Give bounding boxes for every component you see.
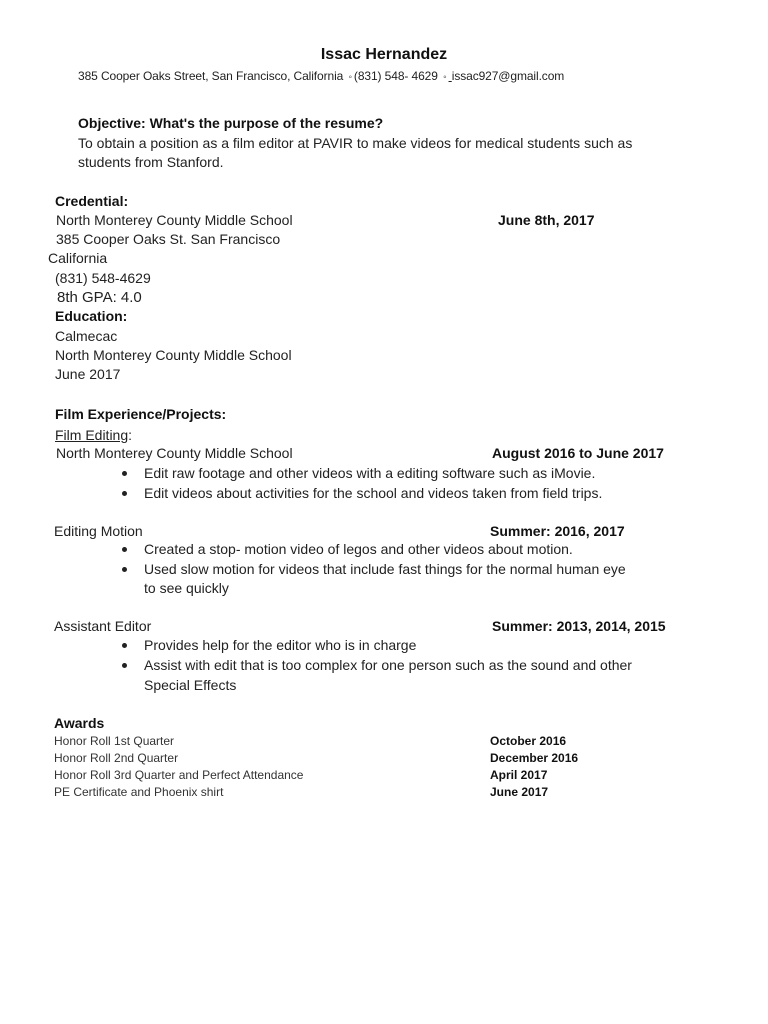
contact-address: 385 Cooper Oaks Street, San Francisco, California: [78, 69, 344, 83]
job-bullet: Used slow motion for videos that include fast things for the normal human eye: [144, 561, 626, 577]
job-date: Summer: 2016, 2017: [490, 523, 625, 539]
film-subheading-colon: :: [128, 427, 133, 443]
bullet-icon: [122, 491, 127, 496]
job-date: Summer: 2013, 2014, 2015: [492, 618, 666, 634]
bullet-icon: [122, 547, 127, 552]
award-name: Honor Roll 1st Quarter: [54, 734, 175, 748]
credential-address: 385 Cooper Oaks St. San Francisco: [56, 231, 281, 247]
award-date: April 2017: [490, 768, 548, 782]
contact-bullet-icon: ◦: [443, 72, 447, 83]
award-name: Honor Roll 3rd Quarter and Perfect Attendance: [54, 768, 304, 782]
job-org: Editing Motion: [54, 523, 143, 539]
job-org: North Monterey County Middle School: [56, 445, 293, 461]
resume-name: Issac Hernandez: [320, 46, 448, 63]
award-name: Honor Roll 2nd Quarter: [54, 751, 179, 765]
bullet-icon: [122, 643, 127, 648]
film-subheading: [55, 427, 132, 443]
credential-heading: Credential:: [55, 193, 129, 209]
objective-text-line2: students from Stanford.: [78, 154, 224, 170]
contact-email[interactable]: issac927@gmail.com: [451, 69, 565, 83]
education-heading: Education:: [55, 308, 128, 324]
job-bullet: Edit videos about activities for the school and videos taken from field trips.: [144, 485, 603, 501]
job-date: August 2016 to June 2017: [492, 445, 664, 461]
education-line: North Monterey County Middle School: [55, 347, 292, 363]
film-subheading-text: Film Editing: [55, 427, 129, 443]
contact-line: [78, 69, 564, 83]
contact-phone: (831) 548- 4629: [353, 69, 438, 83]
credential-state: California: [48, 250, 108, 266]
job-bullet: Provides help for the editor who is in charge: [144, 637, 417, 653]
award-date: October 2016: [490, 734, 567, 748]
job-bullet: Created a stop- motion video of legos and other videos about motion.: [144, 541, 573, 557]
credential-school: North Monterey County Middle School: [56, 212, 293, 228]
job-bullet-continuation: Special Effects: [144, 677, 237, 693]
objective-heading: Objective: What's the purpose of the resume?: [78, 115, 384, 131]
job-bullet: Assist with edit that is too complex for one person such as the sound and other: [144, 657, 632, 673]
education-line: Calmecac: [55, 328, 118, 344]
job-bullet-continuation: to see quickly: [144, 580, 229, 596]
credential-phone: (831) 548-4629: [55, 270, 151, 286]
job-bullet: Edit raw footage and other videos with a editing software such as iMovie.: [144, 465, 596, 481]
award-date: December 2016: [490, 751, 579, 765]
award-date: June 2017: [490, 785, 549, 799]
credential-gpa: 8th GPA: 4.0: [57, 289, 142, 306]
bullet-icon: [122, 567, 127, 572]
credential-date: June 8th, 2017: [498, 212, 595, 228]
award-name: PE Certificate and Phoenix shirt: [54, 785, 224, 799]
awards-heading: Awards: [54, 715, 105, 731]
objective-text-line1: To obtain a position as a film editor at PAVIR to make videos for medical students such as: [78, 135, 633, 151]
contact-bullet-icon: ◦: [348, 72, 352, 83]
job-org: Assistant Editor: [54, 618, 152, 634]
education-line: June 2017: [55, 366, 121, 382]
film-heading: Film Experience/Projects:: [55, 406, 227, 422]
bullet-icon: [122, 663, 127, 668]
bullet-icon: [122, 471, 127, 476]
